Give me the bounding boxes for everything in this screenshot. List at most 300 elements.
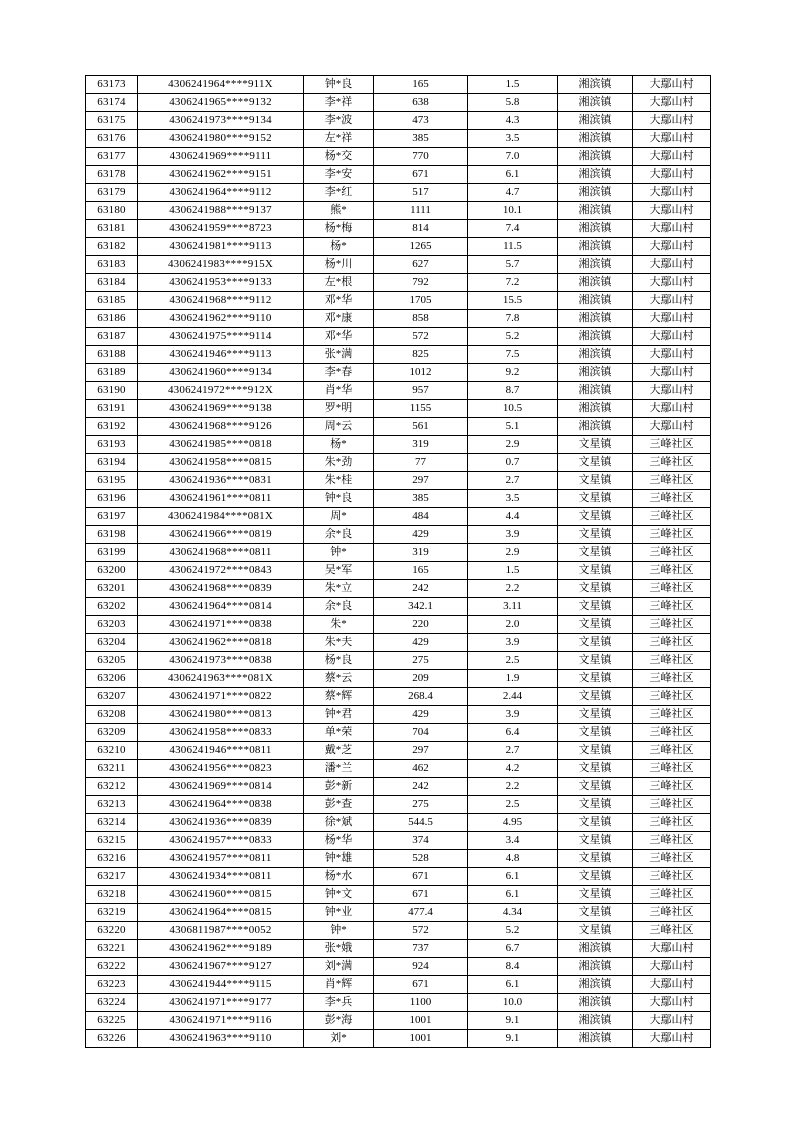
data-table xyxy=(85,75,711,1048)
cell-name: 杨*梅 xyxy=(304,220,374,238)
cell-id_number: 4306241963****9110 xyxy=(138,1030,304,1048)
cell-name: 钟*良 xyxy=(304,490,374,508)
cell-serial: 63188 xyxy=(86,346,138,364)
cell-rate: 6.1 xyxy=(468,976,558,994)
cell-village: 三峰社区 xyxy=(633,580,711,598)
cell-town: 文星镇 xyxy=(558,436,633,454)
cell-town: 文星镇 xyxy=(558,724,633,742)
cell-rate: 9.1 xyxy=(468,1030,558,1048)
cell-village: 大鄢山村 xyxy=(633,94,711,112)
table-row xyxy=(86,598,711,616)
cell-id_number: 4306241966****0819 xyxy=(138,526,304,544)
cell-rate: 8.7 xyxy=(468,382,558,400)
cell-town: 文星镇 xyxy=(558,472,633,490)
cell-rate: 10.5 xyxy=(468,400,558,418)
cell-amount: 342.1 xyxy=(374,598,468,616)
cell-id_number: 4306241972****912X xyxy=(138,382,304,400)
cell-rate: 3.11 xyxy=(468,598,558,616)
cell-village: 大鄢山村 xyxy=(633,220,711,238)
cell-amount: 242 xyxy=(374,778,468,796)
cell-name: 吴*军 xyxy=(304,562,374,580)
cell-id_number: 4306241981****9113 xyxy=(138,238,304,256)
cell-serial: 63185 xyxy=(86,292,138,310)
cell-id_number: 4306241960****9134 xyxy=(138,364,304,382)
cell-amount: 528 xyxy=(374,850,468,868)
cell-amount: 1001 xyxy=(374,1030,468,1048)
cell-village: 大鄢山村 xyxy=(633,994,711,1012)
cell-id_number: 4306241971****0822 xyxy=(138,688,304,706)
cell-id_number: 4306241946****0811 xyxy=(138,742,304,760)
cell-id_number: 4306241969****9111 xyxy=(138,148,304,166)
table-row xyxy=(86,850,711,868)
cell-town: 湘滨镇 xyxy=(558,364,633,382)
cell-serial: 63174 xyxy=(86,94,138,112)
cell-town: 湘滨镇 xyxy=(558,238,633,256)
cell-town: 湘滨镇 xyxy=(558,76,633,94)
cell-town: 湘滨镇 xyxy=(558,346,633,364)
cell-village: 三峰社区 xyxy=(633,490,711,508)
cell-name: 杨*川 xyxy=(304,256,374,274)
cell-id_number: 4306241988****9137 xyxy=(138,202,304,220)
cell-id_number: 4306241964****0814 xyxy=(138,598,304,616)
cell-name: 刘* xyxy=(304,1030,374,1048)
cell-rate: 4.95 xyxy=(468,814,558,832)
cell-amount: 165 xyxy=(374,562,468,580)
cell-name: 杨* xyxy=(304,436,374,454)
cell-name: 朱*立 xyxy=(304,580,374,598)
cell-id_number: 4306241968****9126 xyxy=(138,418,304,436)
cell-town: 湘滨镇 xyxy=(558,130,633,148)
cell-amount: 627 xyxy=(374,256,468,274)
table-row xyxy=(86,238,711,256)
cell-village: 三峰社区 xyxy=(633,814,711,832)
cell-name: 余*良 xyxy=(304,598,374,616)
table-row xyxy=(86,796,711,814)
cell-name: 杨*良 xyxy=(304,652,374,670)
cell-amount: 517 xyxy=(374,184,468,202)
cell-serial: 63205 xyxy=(86,652,138,670)
cell-serial: 63193 xyxy=(86,436,138,454)
cell-amount: 477.4 xyxy=(374,904,468,922)
cell-name: 李*红 xyxy=(304,184,374,202)
cell-name: 钟* xyxy=(304,922,374,940)
cell-town: 文星镇 xyxy=(558,598,633,616)
cell-town: 文星镇 xyxy=(558,544,633,562)
cell-name: 熊* xyxy=(304,202,374,220)
cell-town: 文星镇 xyxy=(558,886,633,904)
cell-town: 湘滨镇 xyxy=(558,940,633,958)
cell-town: 湘滨镇 xyxy=(558,184,633,202)
cell-town: 湘滨镇 xyxy=(558,166,633,184)
table-row xyxy=(86,652,711,670)
cell-amount: 473 xyxy=(374,112,468,130)
cell-village: 大鄢山村 xyxy=(633,400,711,418)
cell-amount: 572 xyxy=(374,328,468,346)
cell-village: 三峰社区 xyxy=(633,778,711,796)
cell-rate: 3.5 xyxy=(468,130,558,148)
table-row xyxy=(86,490,711,508)
cell-rate: 4.7 xyxy=(468,184,558,202)
cell-village: 三峰社区 xyxy=(633,670,711,688)
cell-village: 大鄢山村 xyxy=(633,958,711,976)
cell-serial: 63214 xyxy=(86,814,138,832)
cell-serial: 63220 xyxy=(86,922,138,940)
cell-village: 三峰社区 xyxy=(633,544,711,562)
cell-amount: 429 xyxy=(374,706,468,724)
cell-town: 湘滨镇 xyxy=(558,976,633,994)
cell-amount: 814 xyxy=(374,220,468,238)
cell-amount: 671 xyxy=(374,976,468,994)
cell-amount: 220 xyxy=(374,616,468,634)
cell-serial: 63225 xyxy=(86,1012,138,1030)
cell-amount: 1012 xyxy=(374,364,468,382)
cell-id_number: 4306241985****0818 xyxy=(138,436,304,454)
cell-amount: 385 xyxy=(374,130,468,148)
cell-rate: 3.9 xyxy=(468,706,558,724)
cell-amount: 638 xyxy=(374,94,468,112)
cell-id_number: 4306241962****9189 xyxy=(138,940,304,958)
cell-name: 李*祥 xyxy=(304,94,374,112)
table-row xyxy=(86,472,711,490)
cell-village: 三峰社区 xyxy=(633,706,711,724)
cell-name: 杨*华 xyxy=(304,832,374,850)
cell-amount: 572 xyxy=(374,922,468,940)
cell-serial: 63177 xyxy=(86,148,138,166)
table-row xyxy=(86,706,711,724)
cell-village: 三峰社区 xyxy=(633,436,711,454)
cell-town: 湘滨镇 xyxy=(558,400,633,418)
cell-id_number: 4306241961****0811 xyxy=(138,490,304,508)
cell-name: 蔡*辉 xyxy=(304,688,374,706)
cell-rate: 4.8 xyxy=(468,850,558,868)
cell-town: 文星镇 xyxy=(558,922,633,940)
cell-town: 文星镇 xyxy=(558,814,633,832)
table-row xyxy=(86,328,711,346)
cell-name: 张*娥 xyxy=(304,940,374,958)
cell-serial: 63196 xyxy=(86,490,138,508)
cell-town: 湘滨镇 xyxy=(558,310,633,328)
cell-serial: 63198 xyxy=(86,526,138,544)
table-row xyxy=(86,76,711,94)
table-row xyxy=(86,994,711,1012)
cell-name: 余*良 xyxy=(304,526,374,544)
cell-village: 大鄢山村 xyxy=(633,310,711,328)
cell-id_number: 4306241963****081X xyxy=(138,670,304,688)
cell-rate: 2.9 xyxy=(468,544,558,562)
table-row xyxy=(86,814,711,832)
table-row xyxy=(86,886,711,904)
table-row xyxy=(86,688,711,706)
cell-amount: 319 xyxy=(374,436,468,454)
cell-town: 湘滨镇 xyxy=(558,148,633,166)
cell-village: 大鄢山村 xyxy=(633,148,711,166)
cell-village: 三峰社区 xyxy=(633,472,711,490)
cell-rate: 5.7 xyxy=(468,256,558,274)
cell-village: 三峰社区 xyxy=(633,742,711,760)
cell-serial: 63187 xyxy=(86,328,138,346)
cell-serial: 63210 xyxy=(86,742,138,760)
table-row xyxy=(86,508,711,526)
cell-rate: 2.7 xyxy=(468,742,558,760)
cell-town: 文星镇 xyxy=(558,670,633,688)
cell-serial: 63178 xyxy=(86,166,138,184)
cell-village: 三峰社区 xyxy=(633,652,711,670)
cell-amount: 671 xyxy=(374,166,468,184)
cell-amount: 297 xyxy=(374,742,468,760)
cell-town: 文星镇 xyxy=(558,706,633,724)
cell-town: 湘滨镇 xyxy=(558,94,633,112)
cell-name: 彭*新 xyxy=(304,778,374,796)
cell-amount: 704 xyxy=(374,724,468,742)
table-row xyxy=(86,670,711,688)
cell-village: 大鄢山村 xyxy=(633,1030,711,1048)
cell-town: 文星镇 xyxy=(558,454,633,472)
cell-rate: 4.2 xyxy=(468,760,558,778)
cell-name: 邓*华 xyxy=(304,292,374,310)
cell-amount: 385 xyxy=(374,490,468,508)
cell-village: 三峰社区 xyxy=(633,904,711,922)
cell-name: 李*安 xyxy=(304,166,374,184)
cell-town: 湘滨镇 xyxy=(558,274,633,292)
cell-serial: 63184 xyxy=(86,274,138,292)
table-row xyxy=(86,1012,711,1030)
cell-id_number: 4306241969****9138 xyxy=(138,400,304,418)
table-row xyxy=(86,760,711,778)
cell-id_number: 4306241957****0833 xyxy=(138,832,304,850)
cell-rate: 2.9 xyxy=(468,436,558,454)
table-row xyxy=(86,166,711,184)
cell-town: 文星镇 xyxy=(558,634,633,652)
cell-serial: 63186 xyxy=(86,310,138,328)
cell-id_number: 4306241972****0843 xyxy=(138,562,304,580)
table-body xyxy=(86,76,711,1048)
cell-rate: 1.5 xyxy=(468,76,558,94)
cell-amount: 671 xyxy=(374,868,468,886)
cell-name: 左*祥 xyxy=(304,130,374,148)
cell-rate: 2.2 xyxy=(468,580,558,598)
cell-serial: 63175 xyxy=(86,112,138,130)
cell-village: 三峰社区 xyxy=(633,634,711,652)
cell-id_number: 4306241936****0831 xyxy=(138,472,304,490)
cell-rate: 6.1 xyxy=(468,886,558,904)
cell-name: 钟*君 xyxy=(304,706,374,724)
cell-village: 大鄢山村 xyxy=(633,418,711,436)
cell-serial: 63208 xyxy=(86,706,138,724)
cell-village: 三峰社区 xyxy=(633,922,711,940)
cell-rate: 6.1 xyxy=(468,868,558,886)
cell-amount: 957 xyxy=(374,382,468,400)
cell-amount: 561 xyxy=(374,418,468,436)
cell-town: 湘滨镇 xyxy=(558,202,633,220)
cell-rate: 7.0 xyxy=(468,148,558,166)
cell-id_number: 4306241934****0811 xyxy=(138,868,304,886)
table-row xyxy=(86,742,711,760)
cell-name: 张*满 xyxy=(304,346,374,364)
table-row xyxy=(86,256,711,274)
cell-amount: 374 xyxy=(374,832,468,850)
cell-amount: 1155 xyxy=(374,400,468,418)
cell-name: 周* xyxy=(304,508,374,526)
cell-id_number: 4306241983****915X xyxy=(138,256,304,274)
cell-serial: 63223 xyxy=(86,976,138,994)
cell-town: 湘滨镇 xyxy=(558,994,633,1012)
cell-rate: 4.3 xyxy=(468,112,558,130)
cell-name: 蔡*云 xyxy=(304,670,374,688)
cell-rate: 10.1 xyxy=(468,202,558,220)
cell-town: 文星镇 xyxy=(558,562,633,580)
cell-rate: 15.5 xyxy=(468,292,558,310)
cell-rate: 2.44 xyxy=(468,688,558,706)
cell-village: 大鄢山村 xyxy=(633,76,711,94)
table-row xyxy=(86,346,711,364)
cell-town: 文星镇 xyxy=(558,688,633,706)
table-row xyxy=(86,148,711,166)
cell-village: 大鄢山村 xyxy=(633,346,711,364)
cell-name: 戴*芝 xyxy=(304,742,374,760)
cell-amount: 770 xyxy=(374,148,468,166)
cell-town: 文星镇 xyxy=(558,796,633,814)
cell-amount: 924 xyxy=(374,958,468,976)
cell-id_number: 4306241957****0811 xyxy=(138,850,304,868)
cell-town: 文星镇 xyxy=(558,760,633,778)
table-row xyxy=(86,976,711,994)
cell-amount: 858 xyxy=(374,310,468,328)
table-row xyxy=(86,184,711,202)
cell-town: 文星镇 xyxy=(558,508,633,526)
cell-amount: 268.4 xyxy=(374,688,468,706)
cell-id_number: 4306241959****8723 xyxy=(138,220,304,238)
cell-id_number: 4306241968****0811 xyxy=(138,544,304,562)
cell-town: 湘滨镇 xyxy=(558,418,633,436)
cell-name: 李*春 xyxy=(304,364,374,382)
cell-rate: 11.5 xyxy=(468,238,558,256)
cell-town: 湘滨镇 xyxy=(558,1030,633,1048)
cell-village: 三峰社区 xyxy=(633,562,711,580)
cell-id_number: 4306241964****911X xyxy=(138,76,304,94)
cell-town: 文星镇 xyxy=(558,742,633,760)
cell-amount: 319 xyxy=(374,544,468,562)
cell-serial: 63191 xyxy=(86,400,138,418)
cell-village: 大鄢山村 xyxy=(633,292,711,310)
cell-village: 大鄢山村 xyxy=(633,202,711,220)
table-row xyxy=(86,382,711,400)
cell-serial: 63183 xyxy=(86,256,138,274)
cell-name: 钟*业 xyxy=(304,904,374,922)
cell-rate: 5.2 xyxy=(468,922,558,940)
table-row xyxy=(86,544,711,562)
table-row xyxy=(86,94,711,112)
cell-amount: 209 xyxy=(374,670,468,688)
cell-rate: 1.9 xyxy=(468,670,558,688)
cell-amount: 484 xyxy=(374,508,468,526)
cell-serial: 63194 xyxy=(86,454,138,472)
cell-name: 肖*华 xyxy=(304,382,374,400)
cell-village: 大鄢山村 xyxy=(633,256,711,274)
cell-serial: 63204 xyxy=(86,634,138,652)
cell-village: 三峰社区 xyxy=(633,454,711,472)
cell-rate: 2.2 xyxy=(468,778,558,796)
cell-village: 大鄢山村 xyxy=(633,976,711,994)
table-row xyxy=(86,310,711,328)
cell-id_number: 4306241968****9112 xyxy=(138,292,304,310)
cell-name: 彭*查 xyxy=(304,796,374,814)
cell-amount: 1111 xyxy=(374,202,468,220)
cell-village: 大鄢山村 xyxy=(633,238,711,256)
table-row xyxy=(86,832,711,850)
table-row xyxy=(86,562,711,580)
cell-id_number: 4306241944****9115 xyxy=(138,976,304,994)
cell-rate: 2.5 xyxy=(468,652,558,670)
cell-rate: 9.2 xyxy=(468,364,558,382)
cell-village: 三峰社区 xyxy=(633,886,711,904)
cell-id_number: 4306241967****9127 xyxy=(138,958,304,976)
cell-id_number: 4306241973****9134 xyxy=(138,112,304,130)
table-row xyxy=(86,958,711,976)
cell-serial: 63180 xyxy=(86,202,138,220)
cell-serial: 63190 xyxy=(86,382,138,400)
cell-serial: 63173 xyxy=(86,76,138,94)
cell-name: 钟*雄 xyxy=(304,850,374,868)
cell-rate: 7.4 xyxy=(468,220,558,238)
cell-serial: 63221 xyxy=(86,940,138,958)
cell-amount: 275 xyxy=(374,796,468,814)
cell-id_number: 4306241958****0833 xyxy=(138,724,304,742)
cell-village: 大鄢山村 xyxy=(633,112,711,130)
table-row xyxy=(86,418,711,436)
cell-name: 单*荣 xyxy=(304,724,374,742)
cell-name: 徐*斌 xyxy=(304,814,374,832)
cell-id_number: 4306241975****9114 xyxy=(138,328,304,346)
cell-serial: 63203 xyxy=(86,616,138,634)
cell-amount: 792 xyxy=(374,274,468,292)
cell-village: 大鄢山村 xyxy=(633,130,711,148)
cell-town: 文星镇 xyxy=(558,868,633,886)
cell-rate: 2.5 xyxy=(468,796,558,814)
cell-village: 大鄢山村 xyxy=(633,940,711,958)
table-row xyxy=(86,904,711,922)
table-row xyxy=(86,724,711,742)
cell-rate: 2.7 xyxy=(468,472,558,490)
cell-town: 文星镇 xyxy=(558,616,633,634)
cell-rate: 3.5 xyxy=(468,490,558,508)
table-row xyxy=(86,778,711,796)
cell-rate: 3.9 xyxy=(468,526,558,544)
cell-village: 大鄢山村 xyxy=(633,166,711,184)
table-row xyxy=(86,274,711,292)
cell-name: 潘*兰 xyxy=(304,760,374,778)
cell-name: 钟*文 xyxy=(304,886,374,904)
cell-serial: 63213 xyxy=(86,796,138,814)
cell-serial: 63195 xyxy=(86,472,138,490)
cell-rate: 4.4 xyxy=(468,508,558,526)
cell-amount: 297 xyxy=(374,472,468,490)
cell-serial: 63219 xyxy=(86,904,138,922)
cell-id_number: 4306241953****9133 xyxy=(138,274,304,292)
cell-rate: 3.4 xyxy=(468,832,558,850)
table-row xyxy=(86,130,711,148)
cell-rate: 3.9 xyxy=(468,634,558,652)
table-row xyxy=(86,922,711,940)
table-row xyxy=(86,454,711,472)
table-row xyxy=(86,1030,711,1048)
cell-id_number: 4306241962****0818 xyxy=(138,634,304,652)
cell-amount: 825 xyxy=(374,346,468,364)
cell-village: 大鄢山村 xyxy=(633,184,711,202)
cell-serial: 63181 xyxy=(86,220,138,238)
cell-id_number: 4306241971****9177 xyxy=(138,994,304,1012)
cell-id_number: 4306241980****0813 xyxy=(138,706,304,724)
cell-amount: 544.5 xyxy=(374,814,468,832)
